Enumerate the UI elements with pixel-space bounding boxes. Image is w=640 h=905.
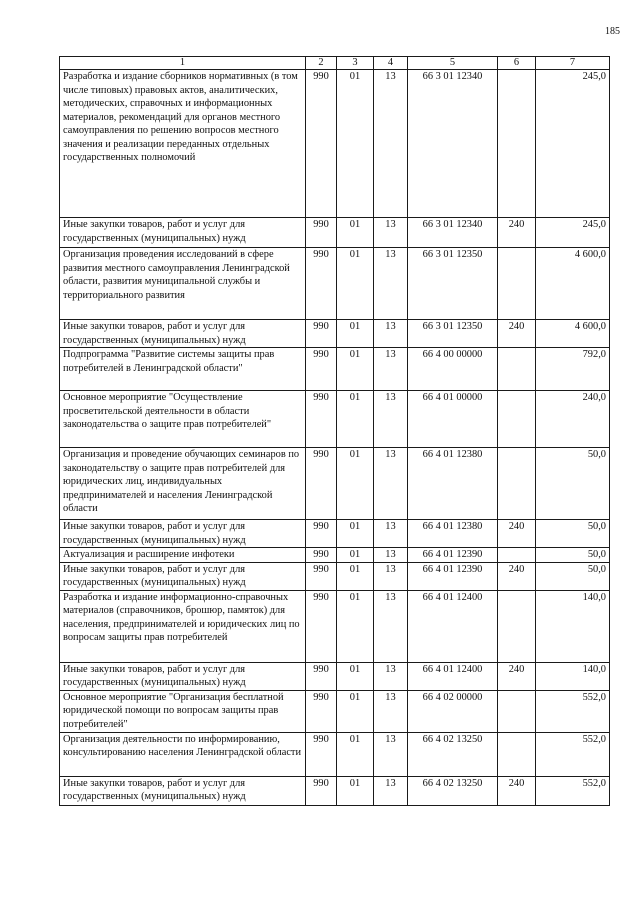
table-row — [60, 218, 610, 248]
row-col3: 01 — [337, 732, 374, 776]
row-name: Иные закупки товаров, работ и услуг для государственных (муниципальных) нужд — [60, 320, 306, 348]
row-name: Организация проведения исследований в сфере развития местного самоуправления Ленинградской области, развития муниципальной службы и территориального развития — [60, 248, 306, 320]
row-amount: 140,0 — [536, 662, 610, 690]
row-col4: 13 — [374, 70, 408, 218]
row-col5: 66 4 01 12400 — [408, 590, 498, 662]
row-col2: 990 — [306, 391, 337, 448]
row-col5: 66 4 01 12390 — [408, 562, 498, 590]
row-col4: 13 — [374, 448, 408, 520]
row-name: Подпрограмма "Развитие системы защиты прав потребителей в Ленинградской области" — [60, 348, 306, 391]
row-col2: 990 — [306, 732, 337, 776]
row-col6 — [498, 448, 536, 520]
row-col2: 990 — [306, 248, 337, 320]
row-amount: 245,0 — [536, 218, 610, 248]
row-amount: 50,0 — [536, 520, 610, 548]
table-row — [60, 520, 610, 548]
table-row — [60, 348, 610, 391]
row-col6: 240 — [498, 520, 536, 548]
budget-table — [59, 56, 610, 806]
row-col5: 66 4 00 00000 — [408, 348, 498, 391]
row-col4: 13 — [374, 320, 408, 348]
header-col-5: 5 — [408, 57, 498, 70]
page-number: 185 — [605, 26, 620, 37]
row-amount: 50,0 — [536, 562, 610, 590]
table-row — [60, 562, 610, 590]
row-col6 — [498, 690, 536, 732]
row-amount: 245,0 — [536, 70, 610, 218]
row-amount: 4 600,0 — [536, 320, 610, 348]
row-name: Разработка и издание сборников нормативных (в том числе типовых) правовых актов, аналитических, методических, справочных и информационных материалов, рекомендаций для органов местного самоуправления по решению вопросов местного значения и реализации переданных отдельных государственных полномочий — [60, 70, 306, 218]
row-col2: 990 — [306, 218, 337, 248]
row-col6 — [498, 590, 536, 662]
row-col4: 13 — [374, 348, 408, 391]
table-row — [60, 320, 610, 348]
row-name: Иные закупки товаров, работ и услуг для государственных (муниципальных) нужд — [60, 662, 306, 690]
row-amount: 140,0 — [536, 590, 610, 662]
row-col2: 990 — [306, 348, 337, 391]
row-col4: 13 — [374, 690, 408, 732]
row-col4: 13 — [374, 391, 408, 448]
row-col4: 13 — [374, 548, 408, 563]
header-row — [60, 57, 610, 70]
row-col6: 240 — [498, 662, 536, 690]
table-row — [60, 590, 610, 662]
row-amount: 50,0 — [536, 548, 610, 563]
row-col4: 13 — [374, 662, 408, 690]
row-col3: 01 — [337, 70, 374, 218]
row-amount: 552,0 — [536, 732, 610, 776]
row-name: Основное мероприятие "Организация бесплатной юридической помощи по вопросам защиты прав потребителей" — [60, 690, 306, 732]
row-amount: 4 600,0 — [536, 248, 610, 320]
row-col2: 990 — [306, 448, 337, 520]
table-row — [60, 448, 610, 520]
row-name: Иные закупки товаров, работ и услуг для государственных (муниципальных) нужд — [60, 520, 306, 548]
row-amount: 792,0 — [536, 348, 610, 391]
table-row — [60, 248, 610, 320]
header-col-7: 7 — [536, 57, 610, 70]
row-col3: 01 — [337, 562, 374, 590]
row-col5: 66 4 01 12400 — [408, 662, 498, 690]
row-col6 — [498, 391, 536, 448]
row-col4: 13 — [374, 248, 408, 320]
row-col5: 66 3 01 12350 — [408, 320, 498, 348]
row-col2: 990 — [306, 562, 337, 590]
row-col4: 13 — [374, 732, 408, 776]
row-col5: 66 3 01 12340 — [408, 70, 498, 218]
row-col4: 13 — [374, 776, 408, 805]
row-col5: 66 4 01 12390 — [408, 548, 498, 563]
row-col5: 66 3 01 12340 — [408, 218, 498, 248]
table-row — [60, 548, 610, 563]
row-col4: 13 — [374, 520, 408, 548]
row-col4: 13 — [374, 562, 408, 590]
row-col3: 01 — [337, 662, 374, 690]
table-row — [60, 391, 610, 448]
row-col6 — [498, 70, 536, 218]
row-col3: 01 — [337, 391, 374, 448]
row-col3: 01 — [337, 776, 374, 805]
row-name: Актуализация и расширение инфотеки — [60, 548, 306, 563]
row-col5: 66 4 01 12380 — [408, 520, 498, 548]
row-col5: 66 3 01 12350 — [408, 248, 498, 320]
header-col-2: 2 — [306, 57, 337, 70]
row-name: Организация и проведение обучающих семинаров по законодательству о защите прав потребителей для юридических лиц, индивидуальных предпринимателей и населения Ленинградской области — [60, 448, 306, 520]
row-name: Организация деятельности по информированию, консультированию населения Ленинградской области — [60, 732, 306, 776]
row-col3: 01 — [337, 448, 374, 520]
row-col6 — [498, 348, 536, 391]
row-col3: 01 — [337, 548, 374, 563]
header-col-3: 3 — [337, 57, 374, 70]
row-col3: 01 — [337, 690, 374, 732]
row-col3: 01 — [337, 348, 374, 391]
row-amount: 50,0 — [536, 448, 610, 520]
header-col-6: 6 — [498, 57, 536, 70]
row-col2: 990 — [306, 320, 337, 348]
row-col4: 13 — [374, 218, 408, 248]
row-col2: 990 — [306, 70, 337, 218]
table-row — [60, 70, 610, 218]
row-col6 — [498, 548, 536, 563]
row-col5: 66 4 02 13250 — [408, 732, 498, 776]
row-col2: 990 — [306, 690, 337, 732]
row-col2: 990 — [306, 776, 337, 805]
row-name: Разработка и издание информационно-справочных материалов (справочников, брошюр, памяток) для населения, предпринимателей и юридических лиц по вопросам защиты прав потребителей — [60, 590, 306, 662]
row-col3: 01 — [337, 248, 374, 320]
header-col-1: 1 — [60, 57, 306, 70]
row-name: Иные закупки товаров, работ и услуг для государственных (муниципальных) нужд — [60, 218, 306, 248]
table-row — [60, 690, 610, 732]
row-col2: 990 — [306, 548, 337, 563]
row-col5: 66 4 02 00000 — [408, 690, 498, 732]
row-col5: 66 4 01 00000 — [408, 391, 498, 448]
row-col5: 66 4 01 12380 — [408, 448, 498, 520]
row-col2: 990 — [306, 520, 337, 548]
row-name: Основное мероприятие "Осуществление просветительской деятельности в области законодательства о защите прав потребителей" — [60, 391, 306, 448]
row-col5: 66 4 02 13250 — [408, 776, 498, 805]
row-col6 — [498, 732, 536, 776]
row-name: Иные закупки товаров, работ и услуг для государственных (муниципальных) нужд — [60, 562, 306, 590]
row-col3: 01 — [337, 590, 374, 662]
row-col3: 01 — [337, 520, 374, 548]
row-col6 — [498, 248, 536, 320]
row-col4: 13 — [374, 590, 408, 662]
row-col6: 240 — [498, 320, 536, 348]
row-amount: 552,0 — [536, 690, 610, 732]
header-col-4: 4 — [374, 57, 408, 70]
table-row — [60, 776, 610, 805]
table-row — [60, 662, 610, 690]
row-amount: 552,0 — [536, 776, 610, 805]
row-amount: 240,0 — [536, 391, 610, 448]
row-col3: 01 — [337, 218, 374, 248]
row-col6: 240 — [498, 562, 536, 590]
table-row — [60, 732, 610, 776]
row-col2: 990 — [306, 662, 337, 690]
row-col3: 01 — [337, 320, 374, 348]
row-col6: 240 — [498, 776, 536, 805]
row-name: Иные закупки товаров, работ и услуг для государственных (муниципальных) нужд — [60, 776, 306, 805]
row-col2: 990 — [306, 590, 337, 662]
row-col6: 240 — [498, 218, 536, 248]
